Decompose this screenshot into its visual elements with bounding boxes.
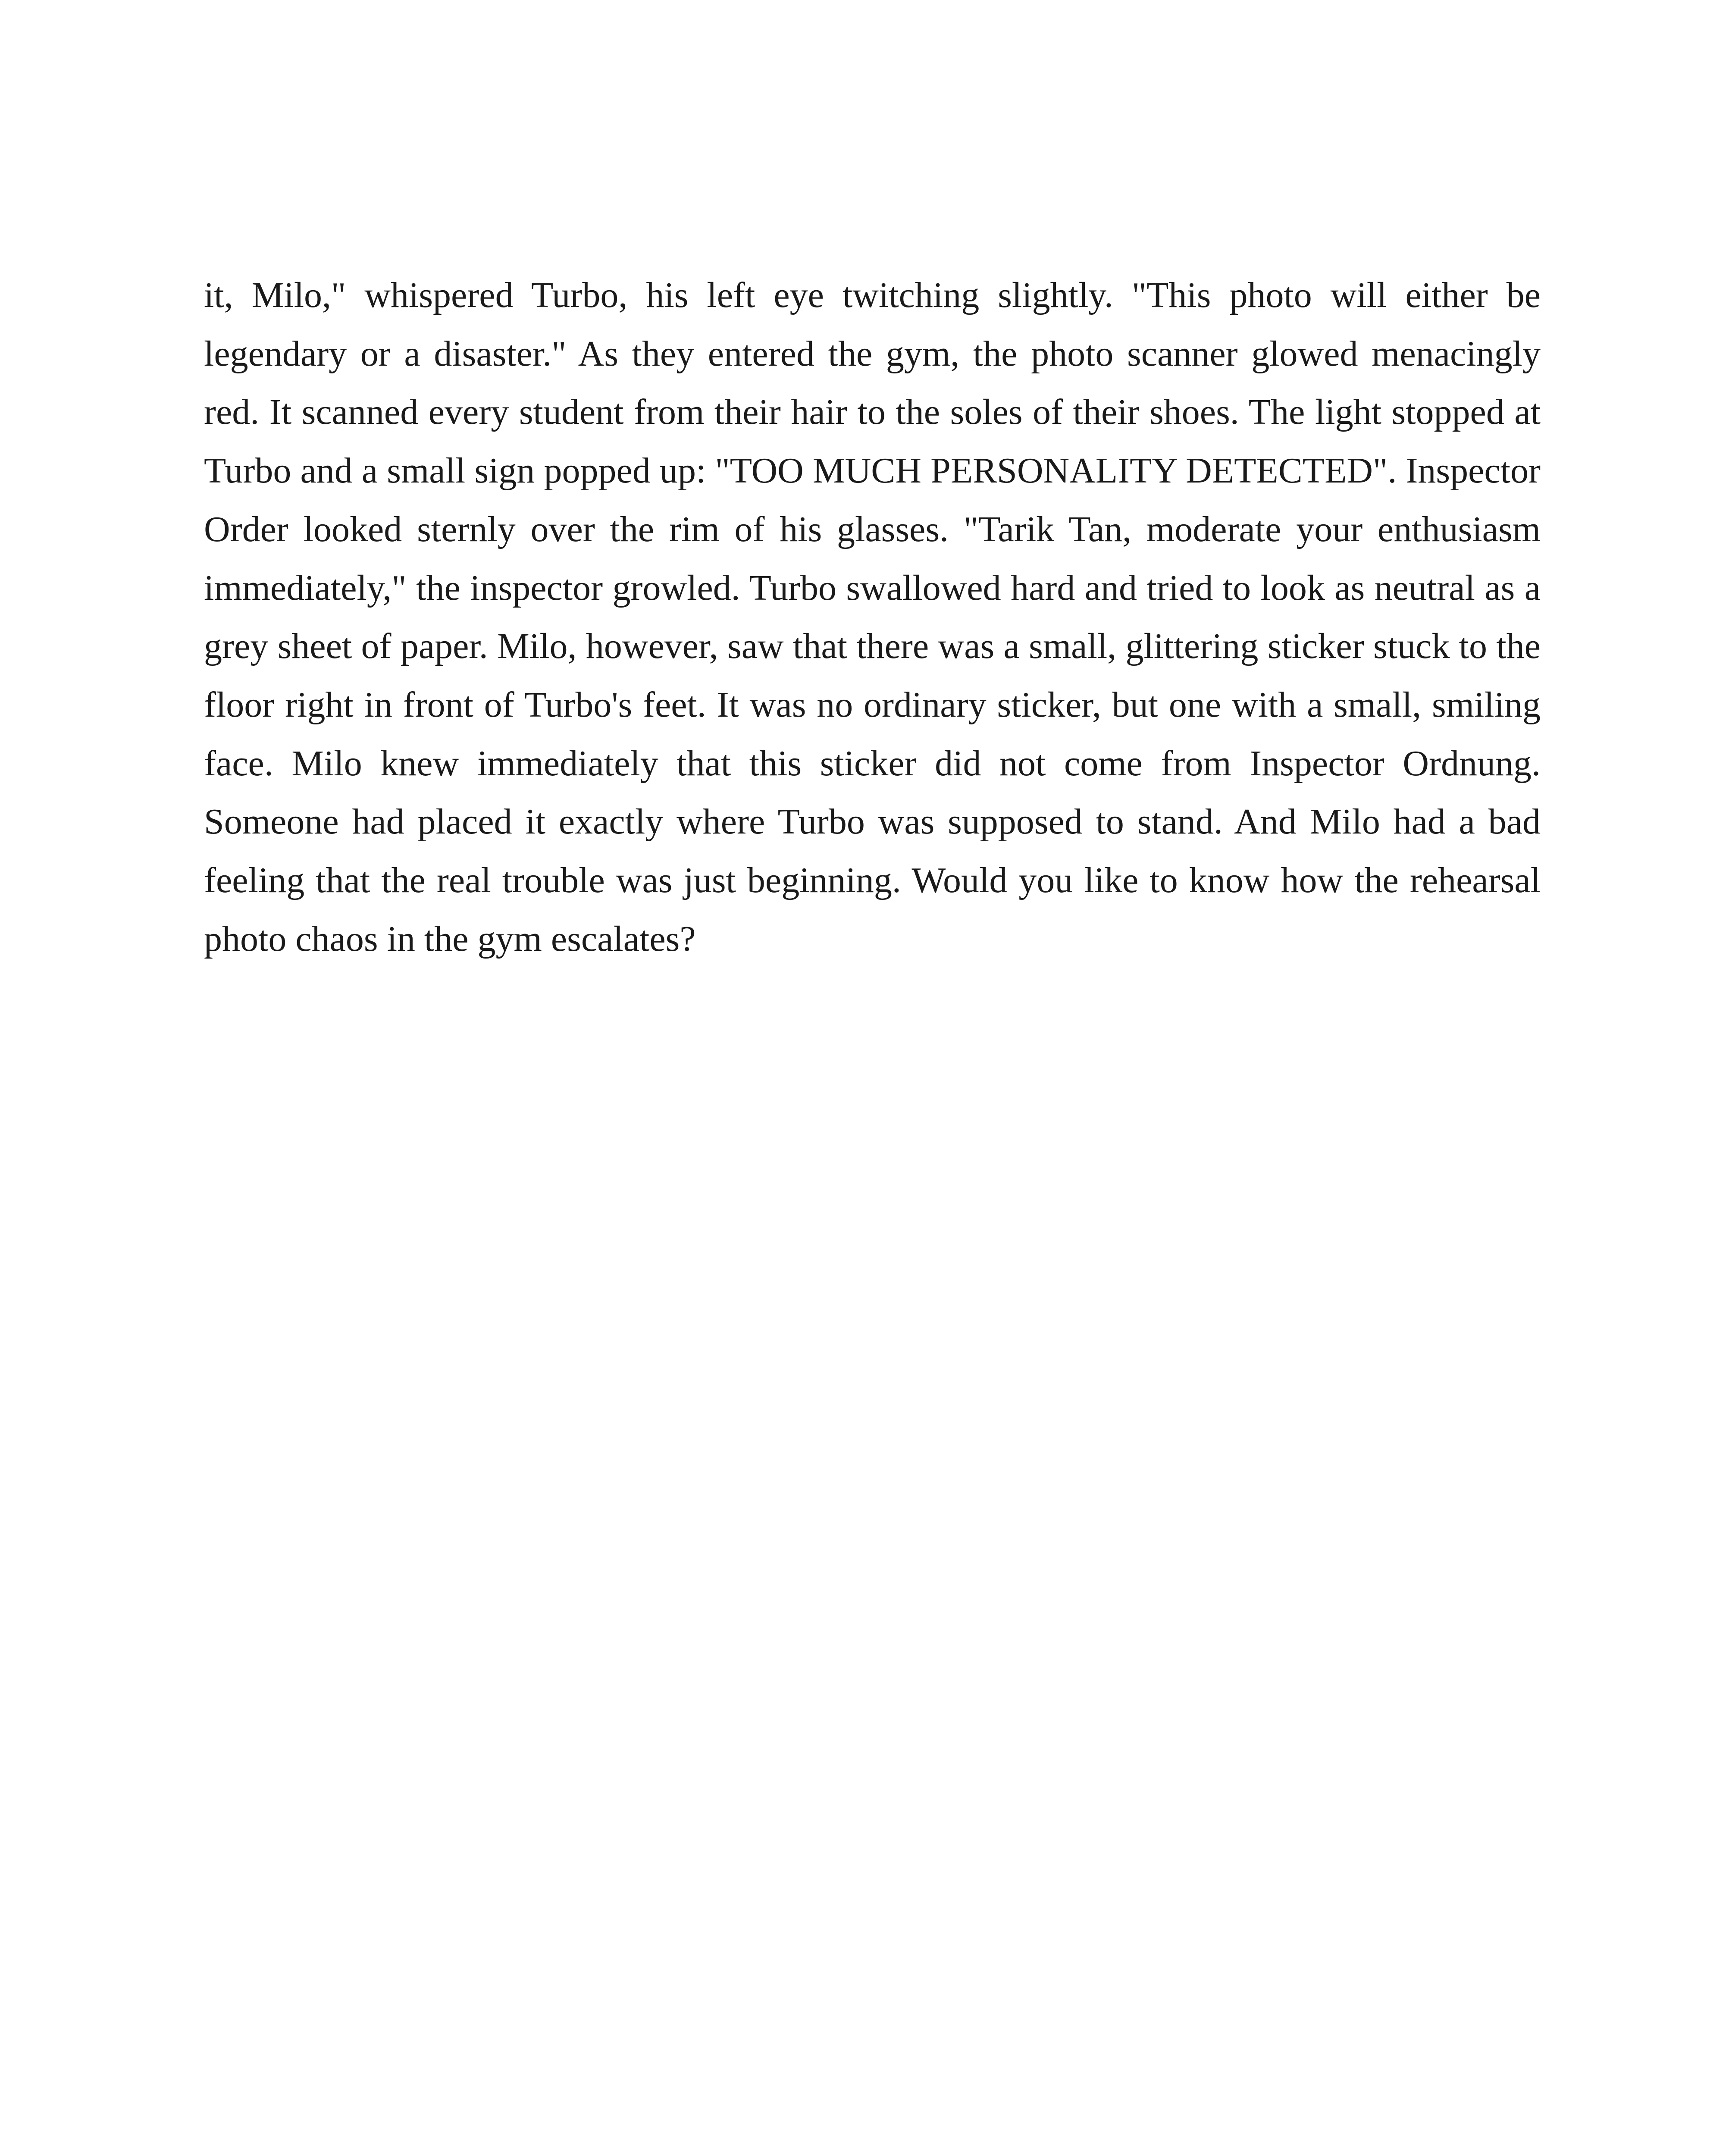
story-paragraph: it, Milo," whispered Turbo, his left eye twitching slightly. "This photo will either be legendary or a disaster." As they entered the gym, the photo scanner glowed menacingly red. It scanned every student from their hair to the soles of their shoes. The light stopped at Turbo and a small sign popped up: "TOO MUCH PERSONALITY DETECTED". Inspector Order looked sternly over the rim of his glasses. "Tarik Tan, moderate your enthusiasm immediately," the inspector growled. Turbo swallowed hard and tried to look as neutral as a grey sheet of paper. Milo, however, saw that there was a small, glittering sticker stuck to the floor right in front of Turbo's feet. It was no ordinary sticker, but one with a small, smiling face. Milo knew immediately that this sticker did not come from Inspector Ordnung. Someone had placed it exactly where Turbo was supposed to stand. And Milo had a bad feeling that the real trouble was just beginning. Would you like to know how the rehearsal photo chaos in the gym escalates? bbox=[204, 275, 1541, 959]
